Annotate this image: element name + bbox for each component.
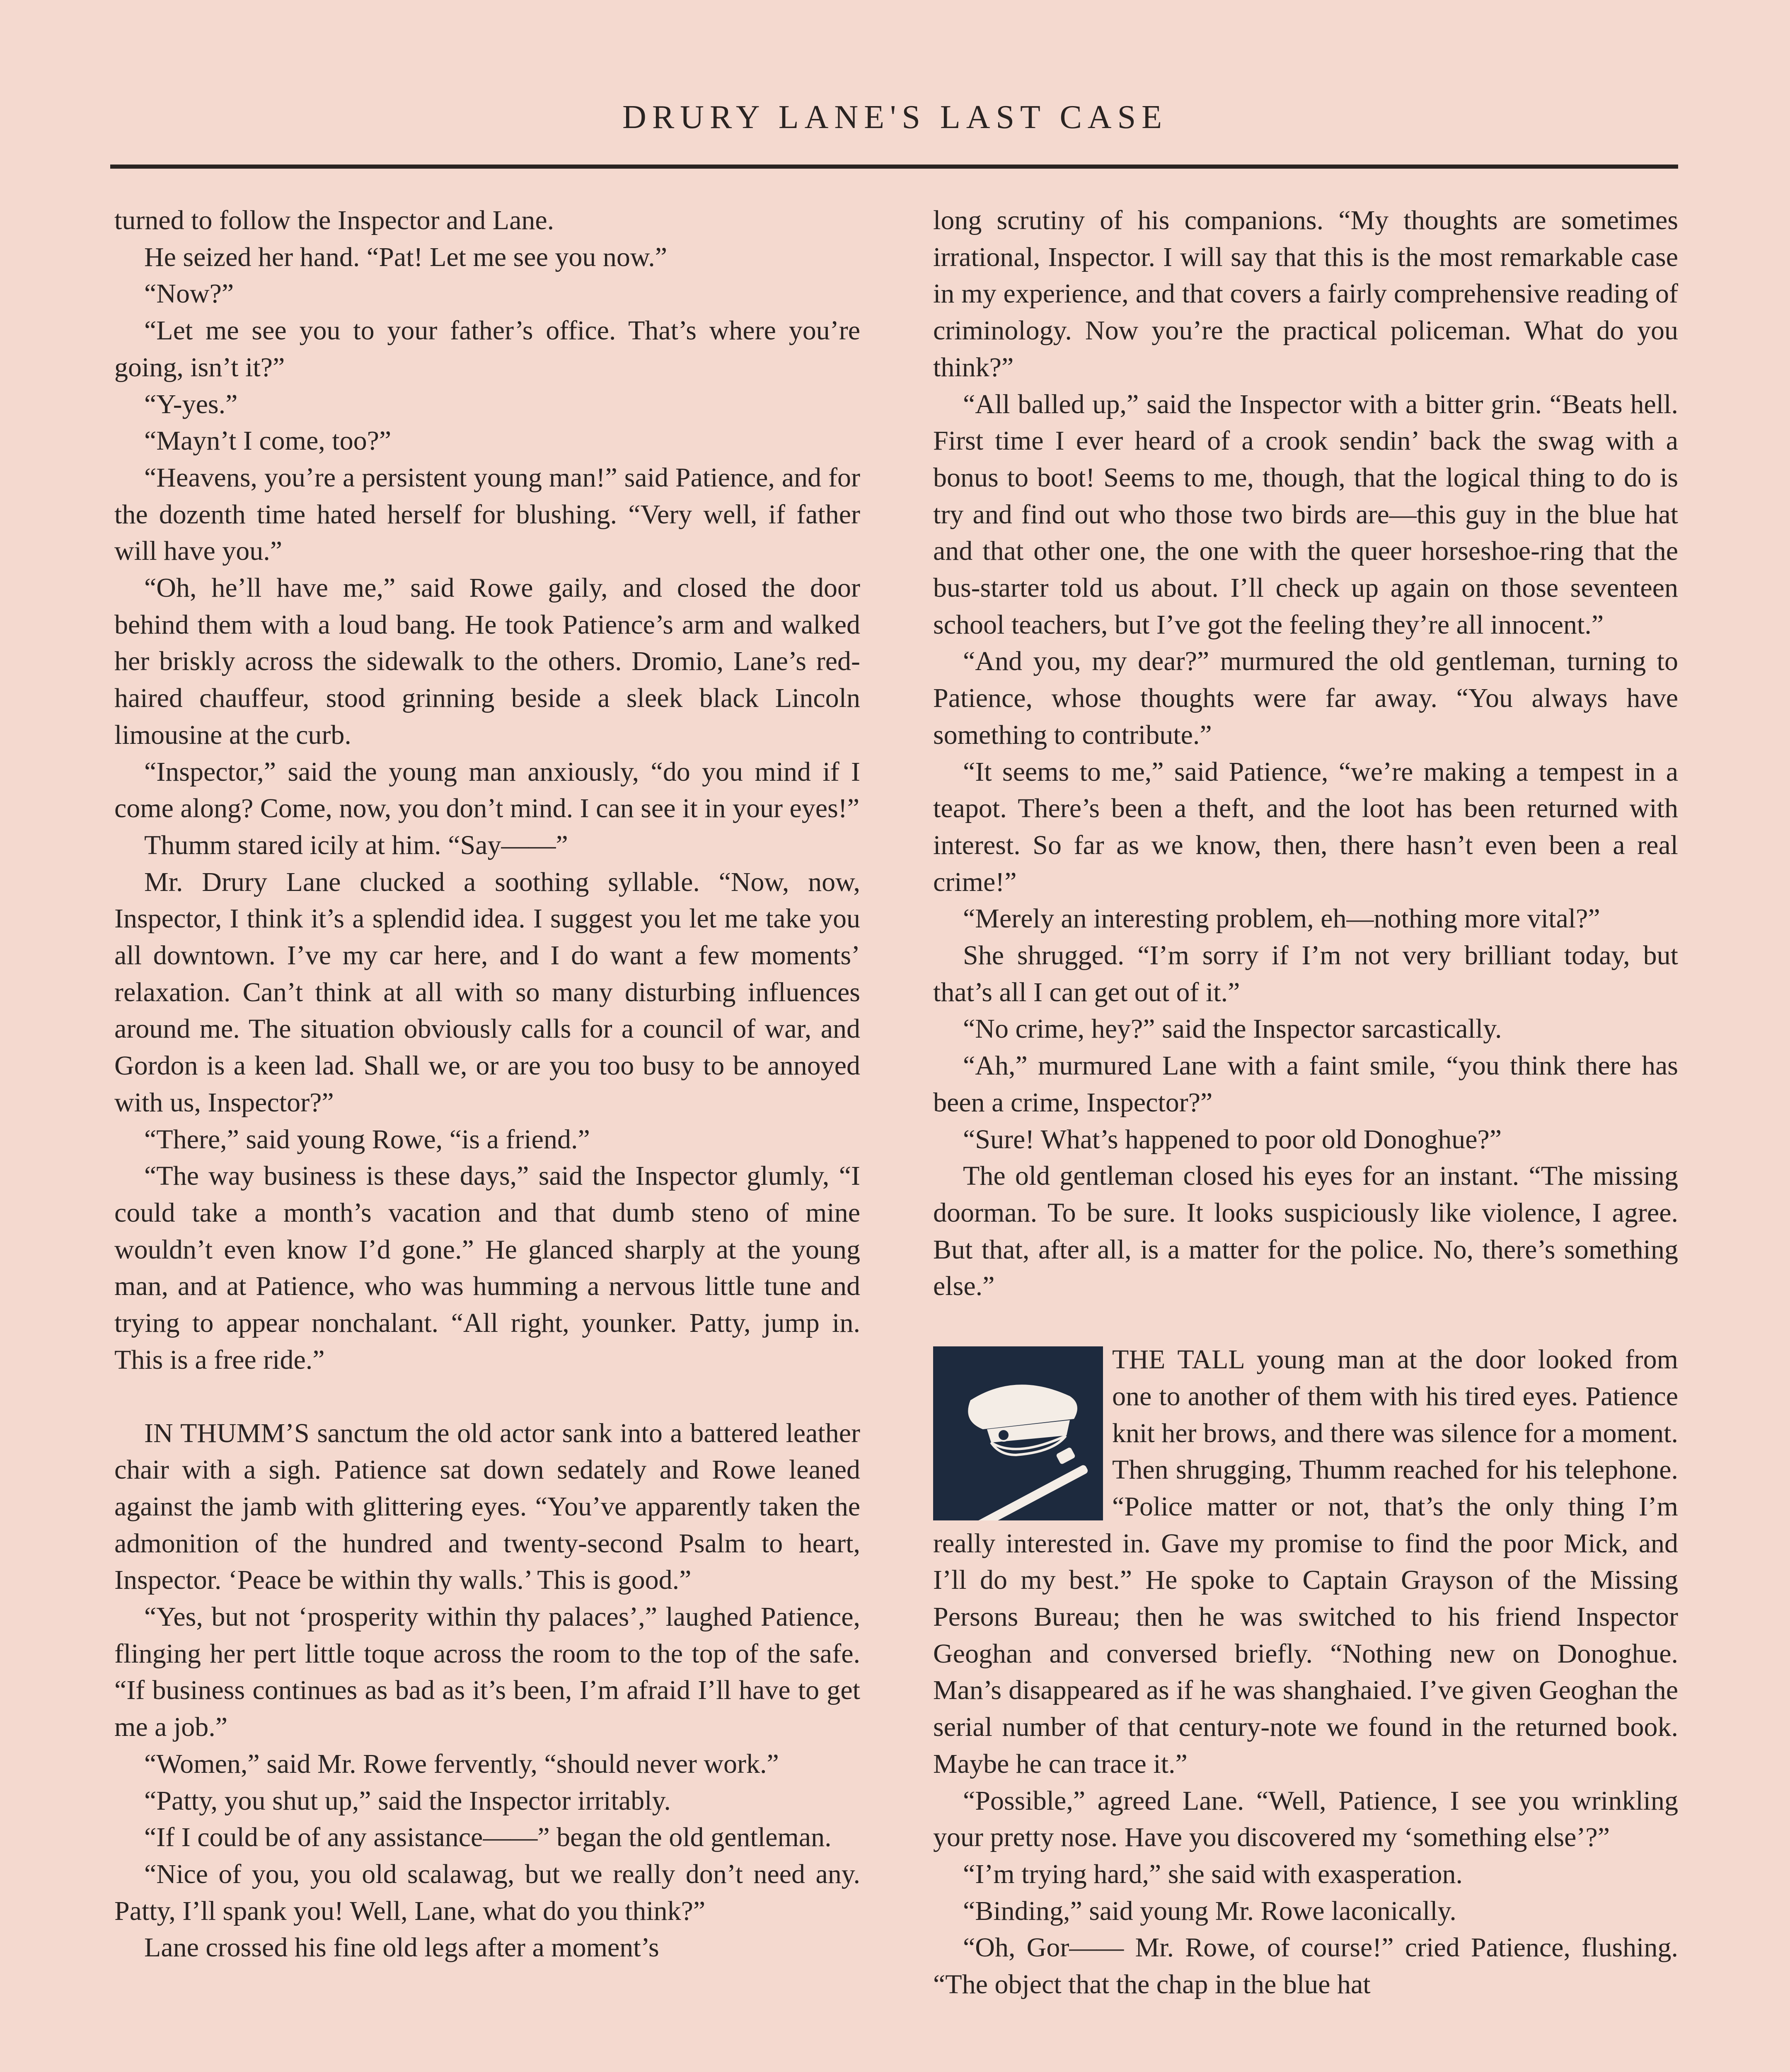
- paragraph: “Now?”: [144, 278, 234, 309]
- paragraph: “If I could be of any assistance——” began the old gentleman.: [144, 1822, 832, 1853]
- right-column: [933, 202, 1678, 2003]
- paragraph: “Heavens, you’re a persistent young man!” said Patience, and for the dozenth time hated herself for blushing. “Very well, if father will have you.”: [114, 462, 860, 566]
- paragraph: “Possible,” agreed Lane. “Well, Patience, I see you wrinkling your pretty nose. Have you discovered my ‘something else’?”: [933, 1785, 1678, 1853]
- paragraph: “I’m trying hard,” she said with exasperation.: [963, 1859, 1463, 1889]
- paragraph: “Binding,” said young Mr. Rowe laconically.: [963, 1895, 1456, 1926]
- paragraph: “All balled up,” said the Inspector with a bitter grin. “Beats hell. First time I ever heard of a crook sendin’ back the swag with a bonus to boot! Seems to me, though, that the logical thing to do is try and find out who those two birds are—this guy in the blue hat and that other one, the one with the queer horseshoe-ring that the bus-starter told us about. I’ll check up again on those seventeen school teachers, but I’ve got the feeling they’re all innocent.”: [933, 389, 1678, 640]
- paragraph: “The way business is these days,” said the Inspector glumly, “I could take a month’s vacation and that dumb steno of mine wouldn’t even know I’d gone.” He glanced sharply at the young man, and at Patience, who was humming a nervous little tune and trying to appear nonchalant. “All right, younker. Patty, jump in. This is a free ride.”: [114, 1161, 860, 1375]
- paragraph: “Oh, he’ll have me,” said Rowe gaily, and closed the door behind them with a loud bang. He took Patience’s arm and walked her briskly across the sidewalk to the others. Dromio, Lane’s red-haired chauffeur, stood grinning beside a sleek black Lincoln limousine at the curb.: [114, 573, 860, 750]
- paragraph: The old gentleman closed his eyes for an instant. “The missing doorman. To be sure. It looks suspiciously like violence, I agree. But that, after all, is a matter for the police. No, there’s something else.”: [933, 1161, 1678, 1302]
- paragraph: “Oh, Gor—— Mr. Rowe, of course!” cried Patience, flushing. “The object that the chap in the blue hat: [933, 1932, 1678, 2000]
- paragraph: “Y-yes.”: [144, 389, 238, 419]
- paragraph: Lane crossed his fine old legs after a moment’s: [144, 1932, 659, 1963]
- paragraph: “There,” said young Rowe, “is a friend.”: [144, 1124, 590, 1155]
- running-head: DRURY LANE'S LAST CASE: [622, 99, 1168, 136]
- paragraph: “Nice of you, you old scalawag, but we really don’t need any. Patty, I’ll spank you! Well, Lane, what do you think?”: [114, 1859, 860, 1926]
- paragraph: “Let me see you to your father’s office. That’s where you’re going, isn’t it?”: [114, 315, 860, 382]
- paragraph: “Merely an interesting problem, eh—nothing more vital?”: [963, 903, 1600, 934]
- section-opening-paragraph: THE TALL young man at the door looked from one to another of them with his tired eyes. Patience knit her brows, and there was silence for a moment. Then shrugging, Thumm reached for his telephone. “Police matter or not, that’s the only thing I’m really interested in. Gave my promise to find the poor Mick, and I’ll do my best.” He spoke to Captain Grayson of the Missing Persons Bureau; then he was switched to his friend Inspector Geoghan and conversed briefly. “Nothing new on Donoghue. Man’s disappeared as if he was shanghaied. I’ve given Geoghan the serial number of that century-note we found in the returned book. Maybe he can trace it.”: [933, 1344, 1678, 1779]
- paragraph: “Patty, you shut up,” said the Inspector irritably.: [144, 1785, 671, 1816]
- paragraph: She shrugged. “I’m sorry if I’m not very brilliant today, but that’s all I can get out of it.”: [933, 940, 1678, 1007]
- paragraph: Mr. Drury Lane clucked a soothing syllable. “Now, now, Inspector, I think it’s a splendid idea. I suggest you let me take you all downtown. I’ve my car here, and I do want a few moments’ relaxation. Can’t think at all with so many disturbing influences around me. The situation obviously calls for a council of war, and Gordon is a keen lad. Shall we, or are you too busy to be annoyed with us, Inspector?”: [114, 867, 860, 1118]
- paragraph: long scrutiny of his companions. “My thoughts are sometimes irrational, Inspector. I will say that this is the most remarkable case in my experience, and that covers a fairly comprehensive reading of criminology. Now you’re the practical policeman. What do you think?”: [933, 205, 1678, 382]
- paragraph: Thumm stared icily at him. “Say——”: [144, 830, 568, 860]
- paragraph: “Mayn’t I come, too?”: [144, 426, 392, 456]
- left-column: [114, 202, 860, 1966]
- header-rule: [110, 165, 1678, 169]
- section-opening-paragraph: IN THUMM’S sanctum the old actor sank into a battered leather chair with a sigh. Patience sat down sedately and Rowe leaned against the jamb with glittering eyes. “You’ve apparently taken the admonition of the hundred and twenty-second Psalm to heart, Inspector. ‘Peace be within thy walls.’ This is good.”: [114, 1418, 860, 1595]
- police-cap-icon: [933, 1346, 1103, 1516]
- paragraph: “Sure! What’s happened to poor old Donoghue?”: [963, 1124, 1502, 1155]
- paragraph: “Inspector,” said the young man anxiously, “do you mind if I come along? Come, now, you don’t mind. I can see it in your eyes!”: [114, 756, 860, 824]
- paragraph: turned to follow the Inspector and Lane.: [114, 205, 554, 235]
- paragraph: He seized her hand. “Pat! Let me see you now.”: [144, 242, 668, 272]
- paragraph: “Women,” said Mr. Rowe fervently, “should never work.”: [144, 1748, 779, 1779]
- paragraph: “It seems to me,” said Patience, “we’re making a tempest in a teapot. There’s been a theft, and the loot has been returned with interest. So far as we know, then, there hasn’t even been a real crime!”: [933, 756, 1678, 897]
- paragraph: “And you, my dear?” murmured the old gentleman, turning to Patience, whose thoughts were far away. “You always have something to contribute.”: [933, 646, 1678, 750]
- police-cap-illustration: [933, 1346, 1103, 1520]
- paragraph: “Yes, but not ‘prosperity within thy palaces’,” laughed Patience, flinging her pert little toque across the room to the top of the safe. “If business continues as bad as it’s been, I’m afraid I’ll have to get me a job.”: [114, 1602, 860, 1743]
- paragraph: “Ah,” murmured Lane with a faint smile, “you think there has been a crime, Inspector?”: [933, 1051, 1678, 1118]
- paragraph: “No crime, hey?” said the Inspector sarcastically.: [963, 1014, 1502, 1044]
